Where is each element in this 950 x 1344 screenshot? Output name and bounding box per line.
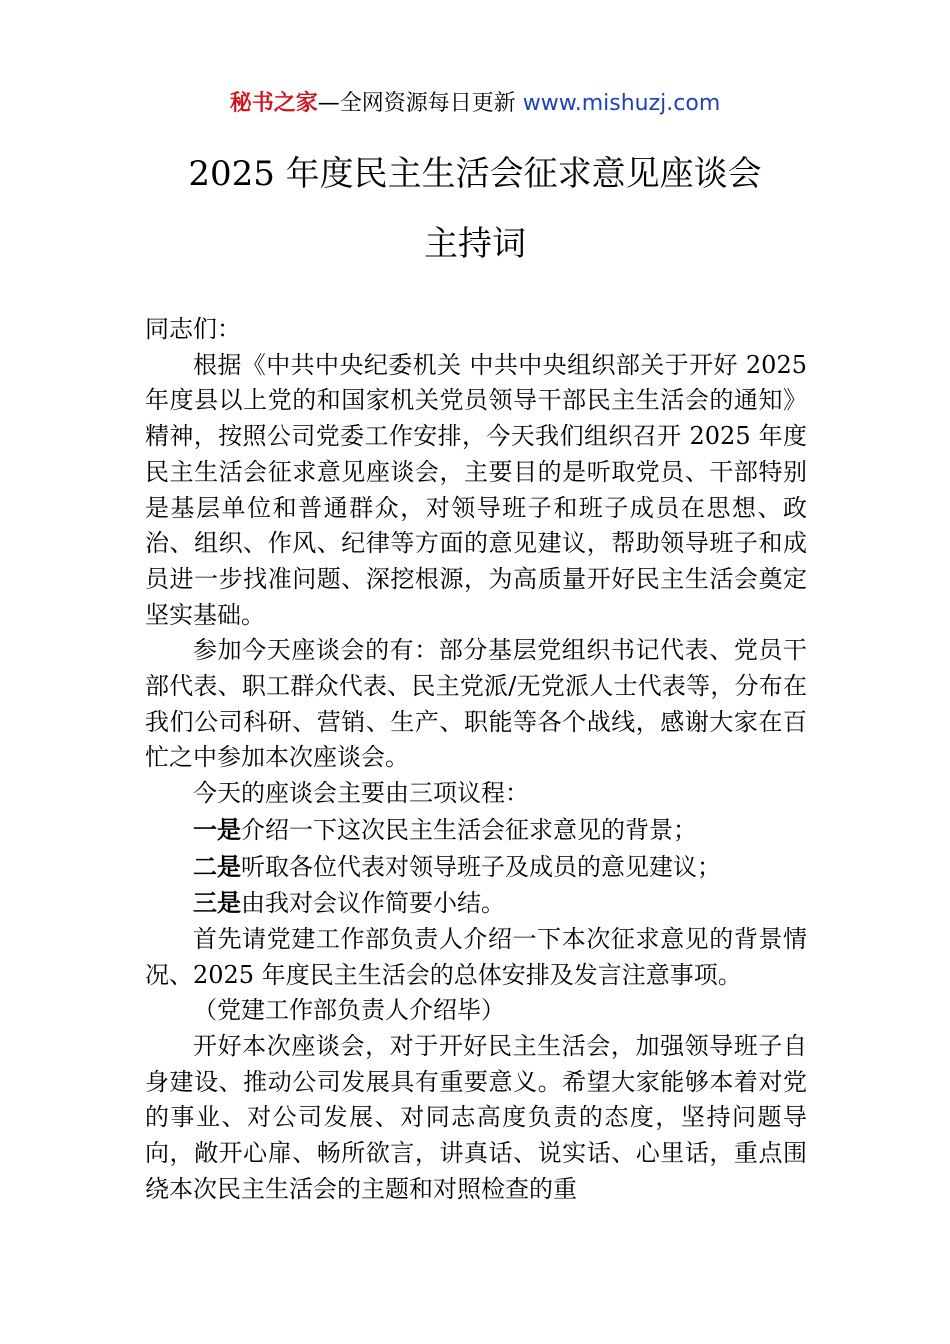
document-body	[145, 312, 807, 1208]
paragraph-stage-note: （党建工作部负责人介绍毕）	[193, 996, 505, 1025]
agenda-item-lead: 三是	[193, 888, 241, 918]
brand-name: 秘书之家	[229, 91, 318, 116]
agenda-item-lead: 一是	[193, 814, 241, 844]
paragraph-purpose: 根据《中共中央纪委机关 中共中央组织部关于开好 2025 年度县以上党的和国家机关党员领导干部民主生活会的通知》精神，按照公司党委工作安排，今天我们组织召开 2025 年度民主生活会征求意见座谈会，主要目的是听取党员、干部特别是基层单位和普通群众，对领导班子和班子成员在思想、政治、组织、作风、纪律等方面的意见建议，帮助领导班子和成员进一步找准问题、深挖根源，为高质量开好民主生活会奠定坚实基础。	[145, 350, 807, 629]
document-subtitle: 主持词	[424, 224, 526, 264]
agenda-item-text: 由我对会议作简要小结。	[241, 889, 505, 918]
header-tagline: —全网资源每日更新	[317, 91, 516, 116]
agenda-item	[145, 849, 807, 886]
paragraph-attendees: 参加今天座谈会的有：部分基层党组织书记代表、党员干部代表、职工群众代表、民主党派/无党派人士代表等，分布在我们公司科研、营销、生产、职能等各个战线，感谢大家在百忙之中参加本次座谈会。	[145, 636, 807, 772]
agenda-item	[145, 812, 807, 849]
site-header	[0, 88, 950, 120]
agenda-item	[145, 885, 807, 922]
salutation: 同志们：	[145, 315, 241, 343]
site-url-link[interactable]: www.mishuzj.com	[522, 91, 721, 116]
document-title: 2025 年度民主生活会征求意见座谈会	[188, 154, 762, 194]
paragraph-expectations: 开好本次座谈会，对于开好民主生活会，加强领导班子自身建设、推动公司发展具有重要意义。希望大家能够本着对党的事业、对公司发展、对同志高度负责的态度，坚持问题导向，敞开心扉、畅所欲言，讲真话、说实话、心里话，重点围绕本次民主生活会的主题和对照检查的重	[145, 1032, 807, 1203]
paragraph-agenda-intro: 今天的座谈会主要由三项议程：	[193, 779, 529, 808]
agenda-item-text: 听取各位代表对领导班子及成员的意见建议；	[241, 852, 721, 881]
paragraph-first-speaker: 首先请党建工作部负责人介绍一下本次征求意见的背景情况、2025 年度民主生活会的总体安排及发言注意事项。	[145, 924, 807, 989]
agenda-item-text: 介绍一下这次民主生活会征求意见的背景；	[241, 815, 697, 844]
agenda-item-lead: 二是	[193, 851, 241, 881]
